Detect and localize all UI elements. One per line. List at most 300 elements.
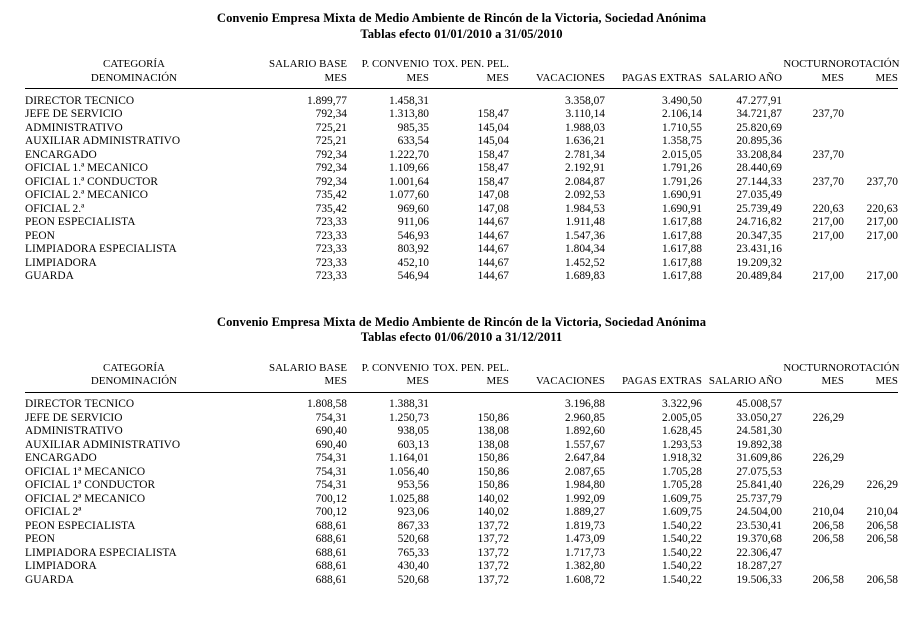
header-tox-line2: MES xyxy=(429,375,509,392)
cell-pagas-extras: 1.540,22 xyxy=(662,560,702,573)
cell-salario-ano: 45.008,57 xyxy=(736,398,782,411)
cell-salario-ano: 27.075,53 xyxy=(736,465,782,478)
section-1-table-wrapper xyxy=(25,42,898,284)
cell-vacaciones: 1.473,09 xyxy=(565,533,605,546)
header-pagas-extras: PAGAS EXTRAS xyxy=(605,375,702,392)
cell-categoria: ENCARGADO xyxy=(25,452,97,465)
cell-salario-ano: 18.287,27 xyxy=(736,560,782,573)
cell-salario-base: 723,33 xyxy=(315,256,347,269)
cell-categoria: AUXILIAR ADMINISTRATIVO xyxy=(25,135,181,148)
cell-p-convenio: 1.164,01 xyxy=(389,452,429,465)
cell-nocturno: 237,70 xyxy=(812,108,844,121)
cell-pagas-extras: 3.322,96 xyxy=(662,398,702,411)
cell-categoria: PEON ESPECIALISTA xyxy=(25,216,136,229)
cell-p-convenio: 1.222,70 xyxy=(389,148,429,161)
header-rotacion-line2: MES xyxy=(844,375,898,392)
header-vacaciones: VACACIONES xyxy=(509,375,605,392)
cell-vacaciones: 3.110,14 xyxy=(565,108,605,121)
cell-rotacion xyxy=(844,412,898,426)
header-p-convenio-line2: MES xyxy=(347,72,429,89)
cell-rotacion xyxy=(844,122,898,136)
cell-tox: 158,47 xyxy=(477,108,509,121)
cell-salario-ano: 33.208,84 xyxy=(736,148,782,161)
cell-nocturno xyxy=(782,425,844,439)
cell-vacaciones: 2.647,84 xyxy=(565,452,605,465)
cell-categoria: OFICIAL 1ª CONDUCTOR xyxy=(25,479,156,492)
cell-tox: 150,86 xyxy=(477,465,509,478)
cell-salario-base: 792,34 xyxy=(315,162,347,175)
cell-nocturno xyxy=(782,162,844,176)
cell-nocturno xyxy=(782,189,844,203)
cell-tox: 158,47 xyxy=(477,175,509,188)
cell-salario-base: 1.808,58 xyxy=(307,398,347,411)
cell-p-convenio: 546,93 xyxy=(397,229,429,242)
cell-salario-ano: 20.347,35 xyxy=(736,229,782,242)
cell-vacaciones: 1.689,83 xyxy=(565,270,605,283)
cell-vacaciones: 2.084,87 xyxy=(565,175,605,188)
table-row xyxy=(25,493,898,507)
header-pagas-extras-spacer xyxy=(605,56,702,72)
table-row xyxy=(25,560,898,574)
cell-tox: 144,67 xyxy=(477,270,509,283)
cell-vacaciones: 1.988,03 xyxy=(565,121,605,134)
cell-pagas-extras: 1.540,22 xyxy=(662,573,702,586)
cell-salario-base: 725,21 xyxy=(315,121,347,134)
table-row xyxy=(25,392,898,412)
cell-categoria: LIMPIADORA xyxy=(25,560,97,573)
cell-p-convenio: 1.056,40 xyxy=(389,465,429,478)
cell-salario-base: 725,21 xyxy=(315,135,347,148)
cell-rotacion: 220,63 xyxy=(866,202,898,215)
cell-vacaciones: 1.717,73 xyxy=(565,546,605,559)
cell-rotacion: 217,00 xyxy=(866,216,898,229)
cell-pagas-extras: 1.617,88 xyxy=(662,270,702,283)
cell-categoria: ENCARGADO xyxy=(25,148,97,161)
header-salario-base-line1: SALARIO BASE xyxy=(269,58,347,70)
cell-vacaciones: 1.984,53 xyxy=(565,202,605,215)
cell-p-convenio: 1.458,31 xyxy=(389,94,429,107)
cell-p-convenio: 1.250,73 xyxy=(389,411,429,424)
cell-categoria: JEFE DE SERVICIO xyxy=(25,108,123,121)
cell-p-convenio: 938,05 xyxy=(397,425,429,438)
cell-vacaciones: 2.192,91 xyxy=(565,162,605,175)
cell-rotacion xyxy=(844,162,898,176)
cell-tox: 144,67 xyxy=(477,256,509,269)
cell-p-convenio: 867,33 xyxy=(397,519,429,532)
cell-tox: 150,86 xyxy=(477,452,509,465)
cell-rotacion xyxy=(844,89,898,109)
cell-vacaciones: 1.992,09 xyxy=(565,492,605,505)
cell-rotacion xyxy=(844,547,898,561)
cell-pagas-extras: 1.540,22 xyxy=(662,533,702,546)
table-row xyxy=(25,176,898,190)
table-row xyxy=(25,243,898,257)
header-vacaciones-spacer xyxy=(509,56,605,72)
cell-salario-ano: 20.489,84 xyxy=(736,270,782,283)
cell-vacaciones: 1.382,80 xyxy=(565,560,605,573)
cell-p-convenio: 452,10 xyxy=(397,256,429,269)
cell-salario-ano: 25.739,49 xyxy=(736,202,782,215)
cell-vacaciones: 3.358,07 xyxy=(565,94,605,107)
cell-categoria: OFICIAL 2ª MECANICO xyxy=(25,492,146,505)
cell-pagas-extras: 1.705,28 xyxy=(662,479,702,492)
cell-vacaciones: 2.960,85 xyxy=(565,411,605,424)
cell-p-convenio: 1.313,80 xyxy=(389,108,429,121)
cell-p-convenio: 911,06 xyxy=(398,216,429,229)
cell-p-convenio: 1.109,66 xyxy=(389,162,429,175)
cell-pagas-extras: 1.540,22 xyxy=(662,546,702,559)
cell-nocturno xyxy=(782,493,844,507)
cell-nocturno: 226,29 xyxy=(812,411,844,424)
cell-categoria: ADMINISTRATIVO xyxy=(25,425,123,438)
cell-nocturno xyxy=(782,135,844,149)
cell-salario-ano: 27.035,49 xyxy=(736,189,782,202)
header-rotacion-line2: MES xyxy=(844,72,898,89)
cell-pagas-extras: 1.540,22 xyxy=(662,519,702,532)
cell-nocturno xyxy=(782,122,844,136)
header-tox-line1: TOX. PEN. PEL. xyxy=(432,58,509,70)
header-salario-ano-spacer xyxy=(702,360,782,376)
table-row xyxy=(25,149,898,163)
wage-table-period-2 xyxy=(25,360,898,588)
cell-rotacion: 226,29 xyxy=(866,479,898,492)
table-row xyxy=(25,533,898,547)
cell-salario-base: 754,31 xyxy=(315,411,347,424)
cell-nocturno xyxy=(782,466,844,480)
cell-p-convenio: 1.077,60 xyxy=(389,189,429,202)
cell-salario-base: 754,31 xyxy=(315,465,347,478)
cell-p-convenio: 520,68 xyxy=(397,573,429,586)
header-rotacion-line1: ROTACIÓN xyxy=(844,361,900,374)
cell-p-convenio: 953,56 xyxy=(397,479,429,492)
cell-nocturno: 226,29 xyxy=(812,452,844,465)
cell-nocturno: 206,58 xyxy=(812,519,844,532)
table-row xyxy=(25,203,898,217)
cell-tox: 147,08 xyxy=(477,202,509,215)
cell-tox: 144,67 xyxy=(477,216,509,229)
cell-pagas-extras: 2.106,14 xyxy=(662,108,702,121)
header-salario-base-line1: SALARIO BASE xyxy=(269,361,347,374)
cell-rotacion xyxy=(844,493,898,507)
cell-salario-ano: 25.820,69 xyxy=(736,121,782,134)
table-row xyxy=(25,452,898,466)
cell-salario-ano: 19.892,38 xyxy=(736,438,782,451)
cell-pagas-extras: 1.617,88 xyxy=(662,256,702,269)
cell-nocturno: 217,00 xyxy=(812,216,844,229)
table-row xyxy=(25,230,898,244)
cell-p-convenio: 520,68 xyxy=(397,533,429,546)
cell-rotacion xyxy=(844,425,898,439)
cell-pagas-extras: 1.710,55 xyxy=(662,121,702,134)
cell-p-convenio: 1.025,88 xyxy=(389,492,429,505)
section-1 xyxy=(0,0,923,42)
cell-rotacion: 206,58 xyxy=(866,519,898,532)
table-1-body xyxy=(25,89,898,284)
cell-rotacion xyxy=(844,560,898,574)
cell-salario-base: 690,40 xyxy=(315,425,347,438)
cell-categoria: OFICIAL 2ª xyxy=(25,506,82,519)
cell-p-convenio: 546,94 xyxy=(397,270,429,283)
cell-categoria: PEON xyxy=(25,533,55,546)
cell-tox: 147,08 xyxy=(477,189,509,202)
cell-tox: 137,72 xyxy=(477,519,509,532)
cell-p-convenio: 803,92 xyxy=(397,243,429,256)
cell-nocturno: 237,70 xyxy=(812,148,844,161)
cell-nocturno xyxy=(782,89,844,109)
table-row xyxy=(25,108,898,122)
cell-salario-base: 700,12 xyxy=(315,492,347,505)
cell-rotacion xyxy=(844,108,898,122)
table-row xyxy=(25,135,898,149)
table-row xyxy=(25,439,898,453)
cell-salario-ano: 25.841,40 xyxy=(736,479,782,492)
header-denominacion-line2: DENOMINACIÓN xyxy=(25,72,243,89)
cell-rotacion: 210,04 xyxy=(866,506,898,519)
cell-p-convenio: 1.388,31 xyxy=(389,398,429,411)
header-salario-base-line2: MES xyxy=(243,72,347,89)
cell-nocturno xyxy=(782,439,844,453)
cell-tox xyxy=(429,392,509,412)
cell-salario-ano: 19.209,32 xyxy=(736,256,782,269)
cell-salario-base: 754,31 xyxy=(315,452,347,465)
header-nocturno-line2: MES xyxy=(782,375,844,392)
table-row xyxy=(25,89,898,109)
wage-table-period-1 xyxy=(25,56,898,284)
header-tox-line1: TOX. PEN. PEL. xyxy=(432,361,509,374)
table-row xyxy=(25,547,898,561)
cell-pagas-extras: 1.791,26 xyxy=(662,175,702,188)
cell-salario-base: 792,34 xyxy=(315,108,347,121)
cell-salario-ano: 27.144,33 xyxy=(736,175,782,188)
cell-rotacion xyxy=(844,243,898,257)
cell-vacaciones: 1.984,80 xyxy=(565,479,605,492)
cell-categoria: GUARDA xyxy=(25,270,74,283)
cell-p-convenio: 430,40 xyxy=(397,560,429,573)
cell-p-convenio: 1.001,64 xyxy=(389,175,429,188)
header-salario-base-line2: MES xyxy=(243,375,347,392)
cell-salario-ano: 20.895,36 xyxy=(736,135,782,148)
cell-rotacion xyxy=(844,439,898,453)
cell-salario-ano: 25.737,79 xyxy=(736,492,782,505)
cell-tox: 137,72 xyxy=(477,573,509,586)
cell-rotacion xyxy=(844,189,898,203)
section-1-title-line2: Tablas efecto 01/01/2010 a 31/05/2010 xyxy=(360,26,563,41)
section-1-title-line1: Convenio Empresa Mixta de Medio Ambiente de Rincón de la Victoria, Sociedad Anónima xyxy=(216,11,707,25)
cell-pagas-extras: 1.609,75 xyxy=(662,492,702,505)
header-pagas-extras-spacer xyxy=(605,360,702,376)
cell-vacaciones: 1.557,67 xyxy=(565,438,605,451)
cell-vacaciones: 2.781,34 xyxy=(565,148,605,161)
cell-categoria: OFICIAL 1.ª MECANICO xyxy=(25,162,149,175)
header-nocturno-line2: MES xyxy=(782,72,844,89)
section-2-table-wrapper xyxy=(25,346,898,588)
cell-nocturno: 226,29 xyxy=(812,479,844,492)
cell-tox: 138,08 xyxy=(477,438,509,451)
cell-rotacion: 206,58 xyxy=(866,573,898,586)
cell-vacaciones: 1.636,21 xyxy=(565,135,605,148)
cell-tox: 145,04 xyxy=(477,135,509,148)
cell-rotacion xyxy=(844,257,898,271)
cell-salario-base: 688,61 xyxy=(315,519,347,532)
cell-vacaciones: 1.819,73 xyxy=(565,519,605,532)
cell-salario-ano: 19.506,33 xyxy=(736,573,782,586)
cell-pagas-extras: 1.690,91 xyxy=(662,202,702,215)
cell-pagas-extras: 1.293,53 xyxy=(662,438,702,451)
cell-salario-base: 690,40 xyxy=(315,438,347,451)
table-row xyxy=(25,270,898,284)
header-denominacion-line2: DENOMINACIÓN xyxy=(25,375,243,392)
table-row xyxy=(25,216,898,230)
table-row xyxy=(25,574,898,588)
cell-nocturno: 220,63 xyxy=(812,202,844,215)
cell-salario-ano: 23.530,41 xyxy=(736,519,782,532)
cell-vacaciones: 1.547,36 xyxy=(565,229,605,242)
cell-salario-base: 688,61 xyxy=(315,533,347,546)
cell-salario-base: 792,34 xyxy=(315,175,347,188)
header-nocturno-line1: NOCTURNO xyxy=(783,58,844,70)
cell-categoria: DIRECTOR TECNICO xyxy=(25,398,135,411)
cell-pagas-extras: 3.490,50 xyxy=(662,94,702,107)
cell-pagas-extras: 1.918,32 xyxy=(662,452,702,465)
table-1-header xyxy=(25,56,898,89)
cell-p-convenio: 633,54 xyxy=(397,135,429,148)
cell-categoria: ADMINISTRATIVO xyxy=(25,121,123,134)
cell-tox: 137,72 xyxy=(477,560,509,573)
header-p-convenio-line1: P. CONVENIO xyxy=(361,361,429,374)
cell-salario-ano: 22.306,47 xyxy=(736,546,782,559)
table-row xyxy=(25,466,898,480)
cell-tox: 137,72 xyxy=(477,533,509,546)
cell-nocturno: 210,04 xyxy=(812,506,844,519)
cell-nocturno: 217,00 xyxy=(812,270,844,283)
cell-categoria: OFICIAL 2.ª xyxy=(25,202,85,215)
table-row xyxy=(25,412,898,426)
cell-categoria: OFICIAL 1ª MECANICO xyxy=(25,465,146,478)
cell-salario-ano: 31.609,86 xyxy=(736,452,782,465)
cell-vacaciones: 1.889,27 xyxy=(565,506,605,519)
cell-salario-ano: 24.581,30 xyxy=(736,425,782,438)
cell-salario-base: 688,61 xyxy=(315,560,347,573)
cell-salario-base: 700,12 xyxy=(315,506,347,519)
cell-pagas-extras: 1.617,88 xyxy=(662,243,702,256)
cell-rotacion xyxy=(844,452,898,466)
table-2-body xyxy=(25,392,898,587)
cell-salario-ano: 24.716,82 xyxy=(736,216,782,229)
cell-vacaciones: 1.892,60 xyxy=(565,425,605,438)
cell-salario-ano: 24.504,00 xyxy=(736,506,782,519)
cell-categoria: DIRECTOR TECNICO xyxy=(25,94,135,107)
cell-salario-base: 735,42 xyxy=(315,189,347,202)
cell-rotacion xyxy=(844,135,898,149)
cell-salario-base: 754,31 xyxy=(315,479,347,492)
cell-categoria: OFICIAL 1.ª CONDUCTOR xyxy=(25,175,158,188)
cell-salario-ano: 47.277,91 xyxy=(736,94,782,107)
section-1-title xyxy=(0,11,923,42)
cell-salario-base: 688,61 xyxy=(315,573,347,586)
cell-categoria: OFICIAL 2.ª MECANICO xyxy=(25,189,149,202)
cell-rotacion: 237,70 xyxy=(866,175,898,188)
cell-salario-base: 792,34 xyxy=(315,148,347,161)
header-categoria-line1: CATEGORÍA xyxy=(103,58,165,70)
cell-pagas-extras: 1.791,26 xyxy=(662,162,702,175)
cell-nocturno xyxy=(782,257,844,271)
cell-pagas-extras: 1.609,75 xyxy=(662,506,702,519)
cell-vacaciones: 1.804,34 xyxy=(565,243,605,256)
cell-pagas-extras: 1.358,75 xyxy=(662,135,702,148)
cell-categoria: LIMPIADORA ESPECIALISTA xyxy=(25,546,177,559)
cell-nocturno xyxy=(782,547,844,561)
table-row xyxy=(25,189,898,203)
cell-tox: 140,02 xyxy=(477,492,509,505)
cell-vacaciones: 1.608,72 xyxy=(565,573,605,586)
table-row xyxy=(25,257,898,271)
cell-salario-ano: 19.370,68 xyxy=(736,533,782,546)
cell-nocturno xyxy=(782,243,844,257)
cell-pagas-extras: 1.628,45 xyxy=(662,425,702,438)
cell-pagas-extras: 1.690,91 xyxy=(662,189,702,202)
cell-categoria: JEFE DE SERVICIO xyxy=(25,411,123,424)
header-salario-ano-spacer xyxy=(702,56,782,72)
header-vacaciones: VACACIONES xyxy=(509,72,605,89)
cell-salario-base: 723,33 xyxy=(315,216,347,229)
cell-salario-ano: 33.050,27 xyxy=(736,411,782,424)
cell-tox: 138,08 xyxy=(477,425,509,438)
cell-rotacion xyxy=(844,149,898,163)
cell-categoria: AUXILIAR ADMINISTRATIVO xyxy=(25,438,181,451)
cell-categoria: PEON xyxy=(25,229,55,242)
cell-salario-base: 688,61 xyxy=(315,546,347,559)
cell-nocturno xyxy=(782,392,844,412)
cell-pagas-extras: 2.005,05 xyxy=(662,411,702,424)
cell-tox: 158,47 xyxy=(477,162,509,175)
header-vacaciones-spacer xyxy=(509,360,605,376)
header-tox-line2: MES xyxy=(429,72,509,89)
cell-salario-base: 1.899,77 xyxy=(307,94,347,107)
table-row xyxy=(25,520,898,534)
cell-vacaciones: 3.196,88 xyxy=(565,398,605,411)
cell-categoria: LIMPIADORA xyxy=(25,256,97,269)
table-2-header xyxy=(25,360,898,393)
cell-tox: 150,86 xyxy=(477,411,509,424)
cell-salario-base: 723,33 xyxy=(315,243,347,256)
cell-rotacion xyxy=(844,392,898,412)
cell-pagas-extras: 1.617,88 xyxy=(662,216,702,229)
cell-tox: 145,04 xyxy=(477,121,509,134)
cell-tox xyxy=(429,89,509,109)
cell-salario-ano: 28.440,69 xyxy=(736,162,782,175)
cell-salario-base: 723,33 xyxy=(315,229,347,242)
cell-p-convenio: 765,33 xyxy=(397,546,429,559)
header-p-convenio-line2: MES xyxy=(347,375,429,392)
section-2-title-line1: Convenio Empresa Mixta de Medio Ambiente de Rincón de la Victoria, Sociedad Anónima xyxy=(216,314,707,329)
cell-categoria: LIMPIADORA ESPECIALISTA xyxy=(25,243,177,256)
section-2-title xyxy=(0,315,923,346)
header-salario-ano: SALARIO AÑO xyxy=(702,375,782,392)
cell-salario-base: 723,33 xyxy=(315,270,347,283)
cell-tox: 140,02 xyxy=(477,506,509,519)
cell-pagas-extras: 1.705,28 xyxy=(662,465,702,478)
cell-tox: 144,67 xyxy=(477,229,509,242)
table-row xyxy=(25,479,898,493)
header-pagas-extras: PAGAS EXTRAS xyxy=(605,72,702,89)
cell-rotacion: 206,58 xyxy=(866,533,898,546)
cell-p-convenio: 985,35 xyxy=(397,121,429,134)
header-p-convenio-line1: P. CONVENIO xyxy=(361,58,429,70)
cell-p-convenio: 923,06 xyxy=(397,506,429,519)
section-2-title-line2: Tablas efecto 01/06/2010 a 31/12/2011 xyxy=(360,330,563,345)
cell-categoria: GUARDA xyxy=(25,573,74,586)
header-salario-ano: SALARIO AÑO xyxy=(702,72,782,89)
